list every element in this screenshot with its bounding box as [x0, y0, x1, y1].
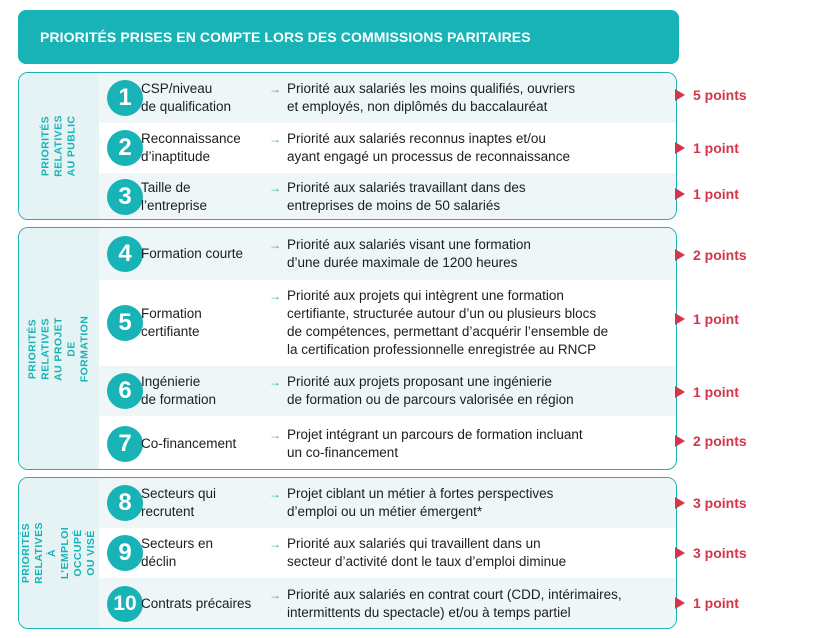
row-number: 3	[107, 179, 143, 215]
group-formation	[18, 227, 677, 470]
page-title: PRIORITÉS PRISES EN COMPTE LORS DES COMMISSIONS PARITAIRES	[40, 29, 531, 45]
arrow-icon: →	[269, 132, 281, 146]
points-badge	[675, 245, 815, 265]
arrow-icon: →	[269, 375, 281, 389]
group-label: PRIORITÉS RELATIVES AU PUBLIC	[39, 115, 78, 177]
description-text: Projet ciblant un métier à fortes perspectives d’emploi ou un métier émergent*	[287, 486, 554, 519]
description-text: Projet intégrant un parcours de formation incluant un co-financement	[287, 426, 583, 460]
criterion: Ingénierie de formation	[141, 374, 217, 407]
table-row	[99, 73, 676, 123]
points-value: 2 points	[693, 433, 747, 449]
description-text: Priorité aux salariés visant une formation d’une durée maximale de 1200 heures	[287, 237, 531, 270]
row-number: 8	[107, 485, 143, 521]
row-number: 2	[107, 130, 143, 166]
criterion: CSP/niveau de qualification	[141, 81, 232, 114]
points-badge	[675, 593, 815, 613]
points-value: 1 point	[693, 186, 739, 202]
table-row	[99, 366, 676, 416]
description-text: Priorité aux salariés reconnus inaptes et/ou ayant engagé un processus de reconnaissance	[287, 131, 570, 164]
points-badge	[675, 184, 815, 204]
triangle-icon	[675, 497, 685, 509]
points-value: 1 point	[693, 140, 739, 156]
arrow-icon: →	[269, 181, 281, 195]
arrow-icon: →	[269, 588, 281, 602]
description-text: Priorité aux salariés les moins qualifiés, ouvriers et employés, non diplômés du baccalauréat	[287, 81, 576, 114]
triangle-icon	[675, 313, 685, 325]
triangle-icon	[675, 597, 685, 609]
table-row	[99, 416, 676, 470]
points-value: 1 point	[693, 384, 739, 400]
triangle-icon	[675, 386, 685, 398]
group-label: PRIORITÉS RELATIVES AU PROJET DE FORMATION	[26, 315, 91, 382]
triangle-icon	[675, 188, 685, 200]
table-row	[99, 528, 676, 578]
description-text: Priorité aux projets qui intègrent une formation certifiante, structurée autour d’un ou plusieurs blocs de compétences, permettant d’acquérir l’ensemble de la certification professionnelle enregistrée au RNCP	[287, 288, 609, 357]
description	[269, 373, 673, 409]
points-value: 1 point	[693, 311, 739, 327]
table-row	[99, 578, 676, 629]
group-emploi	[18, 477, 677, 629]
description	[269, 586, 673, 622]
row-number: 6	[107, 373, 143, 409]
criterion: Contrats précaires	[141, 596, 252, 611]
triangle-icon	[675, 142, 685, 154]
arrow-icon: →	[269, 289, 281, 303]
points-badge	[675, 543, 815, 563]
points-value: 3 points	[693, 495, 747, 511]
table-row	[99, 228, 676, 280]
group-public	[18, 72, 677, 220]
criterion: Reconnaissance d’inaptitude	[141, 131, 241, 164]
description	[269, 80, 673, 116]
group-label: PRIORITÉS RELATIVES À L’EMPLOI OCCUPÉ OU VISÉ	[20, 522, 97, 584]
group-sidebar	[19, 73, 99, 219]
arrow-icon: →	[269, 487, 281, 501]
description-text: Priorité aux projets proposant une ingénierie de formation ou de parcours valorisée en région	[287, 374, 574, 407]
triangle-icon	[675, 249, 685, 261]
table-row	[99, 123, 676, 173]
triangle-icon	[675, 547, 685, 559]
arrow-icon: →	[269, 537, 281, 551]
points-badge	[675, 382, 815, 402]
points-badge	[675, 493, 815, 513]
points-badge	[675, 138, 815, 158]
triangle-icon	[675, 435, 685, 447]
criterion: Secteurs qui recrutent	[141, 486, 217, 519]
points-badge	[675, 431, 815, 451]
arrow-icon: →	[269, 82, 281, 96]
description	[269, 426, 673, 462]
title-banner	[18, 10, 679, 64]
table-row	[99, 280, 676, 366]
table-row	[99, 173, 676, 220]
description	[269, 535, 673, 571]
criterion: Formation certifiante	[141, 306, 202, 339]
points-badge	[675, 85, 815, 105]
description-text: Priorité aux salariés travaillant dans des entreprises de moins de 50 salariés	[287, 180, 526, 213]
arrow-icon: →	[269, 427, 281, 442]
description-text: Priorité aux salariés qui travaillent dans un secteur d’activité dont le taux d’emploi diminue	[287, 536, 567, 569]
group-sidebar	[19, 478, 99, 628]
group-sidebar	[19, 228, 99, 469]
points-badge	[675, 309, 815, 329]
arrow-icon: →	[269, 238, 281, 252]
description	[269, 287, 673, 359]
criterion: Taille de l’entreprise	[141, 180, 208, 213]
criterion: Formation courte	[141, 246, 244, 261]
row-number: 1	[107, 80, 143, 116]
points-value: 1 point	[693, 595, 739, 611]
row-number: 7	[107, 426, 143, 462]
table-row	[99, 478, 676, 528]
description	[269, 485, 673, 521]
criterion: Co-financement	[141, 435, 237, 451]
points-value: 5 points	[693, 87, 747, 103]
row-number: 9	[107, 535, 143, 571]
row-number: 4	[107, 236, 143, 272]
description	[269, 236, 673, 272]
points-value: 2 points	[693, 247, 747, 263]
description-text: Priorité aux salariés en contrat court (CDD, intérimaires, intermittents du spectacle) et/ou à temps partiel	[287, 587, 622, 620]
points-value: 3 points	[693, 545, 747, 561]
row-number: 10	[107, 586, 143, 622]
description	[269, 179, 673, 215]
triangle-icon	[675, 89, 685, 101]
row-number: 5	[107, 305, 143, 341]
criterion: Secteurs en déclin	[141, 536, 214, 569]
description	[269, 130, 673, 166]
